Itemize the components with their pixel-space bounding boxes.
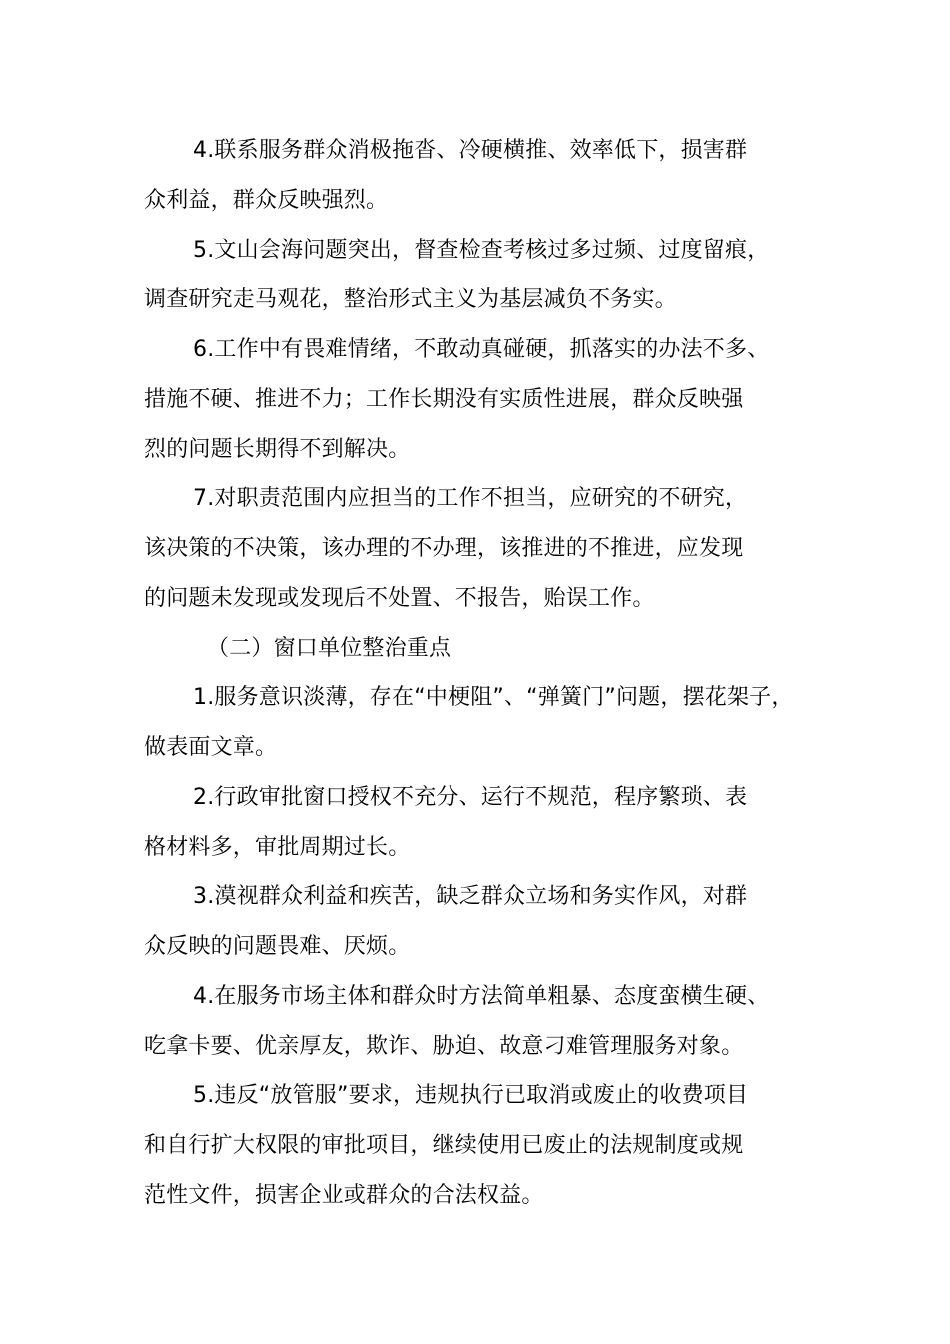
paragraph-line: 调查研究走马观花，整治形式主义为基层减负不务实。: [144, 287, 677, 312]
paragraph-line: 5.文山会海问题突出，督查检查考核过多过频、过度留痕，: [193, 238, 770, 263]
paragraph-line: 1.服务意识淡薄，存在“中梗阻”、“弹簧门”问题，摆花架子，: [193, 685, 794, 710]
paragraph-line: 范性文件，损害企业或群众的合法权益。: [144, 1183, 544, 1208]
paragraph-line: 5.违反“放管服”要求，违规执行已取消或废止的收费项目: [193, 1083, 749, 1108]
paragraph-line: 众利益，群众反映强烈。: [144, 188, 389, 213]
paragraph-line: 4.在服务市场主体和群众时方法简单粗暴、态度蛮横生硬、: [193, 984, 770, 1009]
paragraph-line: 该决策的不决策，该办理的不办理，该推进的不推进，应发现: [144, 536, 744, 561]
section-heading: （二）窗口单位整治重点: [207, 636, 452, 661]
paragraph-line: 2.行政审批窗口授权不充分、运行不规范，程序繁琐、表: [193, 785, 748, 810]
paragraph-line: 格材料多，审批周期过长。: [144, 835, 411, 860]
paragraph-line: 和自行扩大权限的审批项目，继续使用已废止的法规制度或规: [144, 1133, 744, 1158]
paragraph-line: 6.工作中有畏难情绪，不敢动真碰硬，抓落实的办法不多、: [193, 337, 770, 362]
paragraph-line: 3.漠视群众利益和疾苦，缺乏群众立场和务实作风，对群: [193, 884, 748, 909]
paragraph-line: 7.对职责范围内应担当的工作不担当，应研究的不研究，: [193, 486, 748, 511]
paragraph-line: 的问题未发现或发现后不处置、不报告，贻误工作。: [144, 586, 655, 611]
paragraph-line: 烈的问题长期得不到解决。: [144, 437, 411, 462]
paragraph-line: 做表面文章。: [144, 735, 278, 760]
paragraph-line: 措施不硬、推进不力；工作长期没有实质性进展，群众反映强: [144, 387, 744, 412]
paragraph-line: 4.联系服务群众消极拖沓、冷硬横推、效率低下，损害群: [193, 138, 748, 163]
paragraph-line: 吃拿卡要、优亲厚友，欺诈、胁迫、故意刁难管理服务对象。: [144, 1034, 744, 1059]
paragraph-line: 众反映的问题畏难、厌烦。: [144, 934, 411, 959]
